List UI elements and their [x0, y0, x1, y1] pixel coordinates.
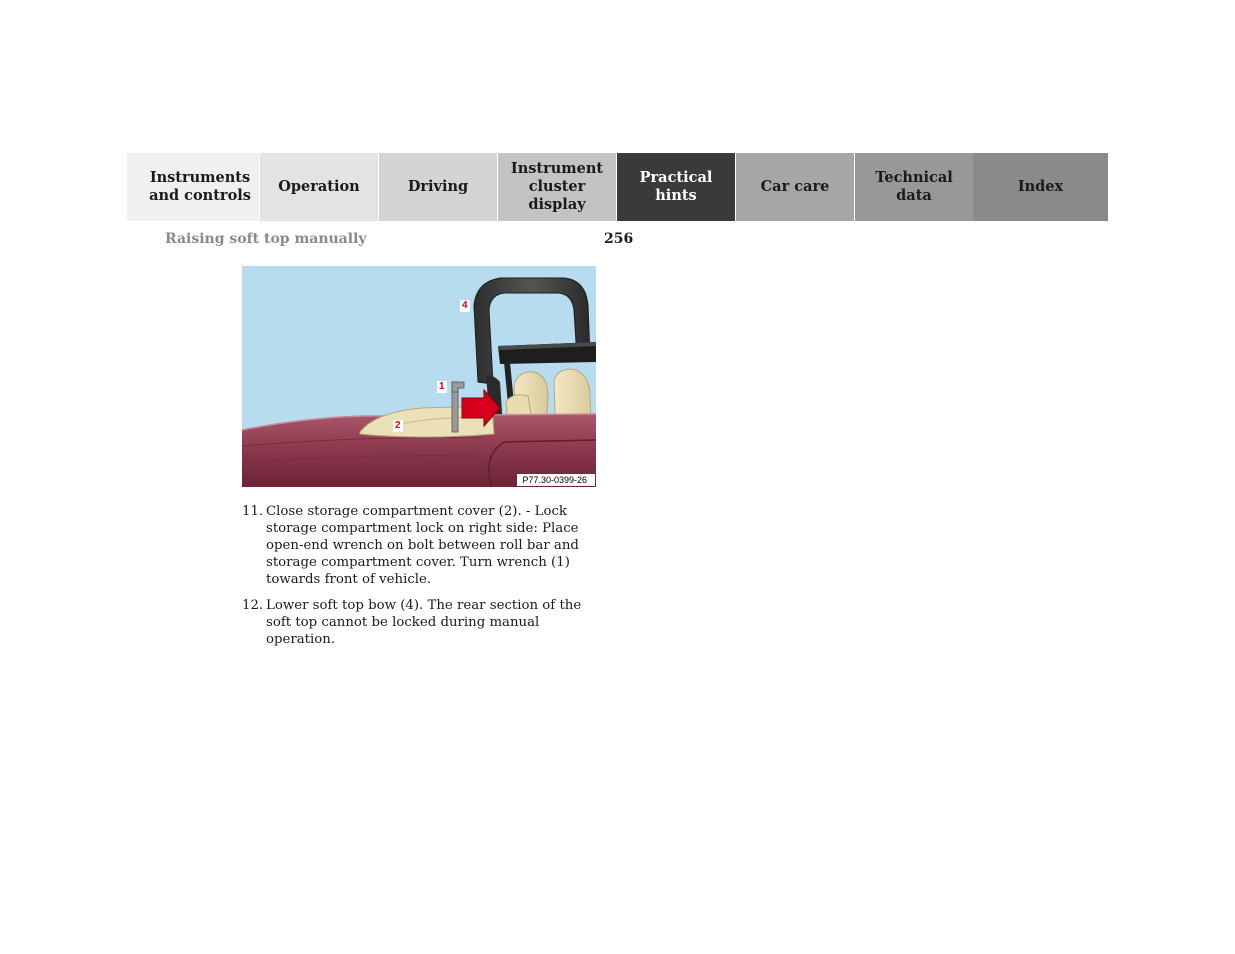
step-text: Close storage compartment cover (2). - Lock storage compartment lock on right side: Place open-end wrench on bolt between roll bar and storage compartment cover. Turn wrench (1) towards front of vehicle.	[266, 504, 579, 587]
chapter-tabs	[127, 153, 1108, 221]
callout-1: 1	[439, 381, 445, 392]
instruction-steps	[242, 503, 602, 657]
step-11	[242, 503, 602, 588]
tab-instruments-and-controls[interactable]: Instruments and controls	[127, 153, 259, 221]
callout-2: 2	[395, 420, 401, 431]
section-title: Raising soft top manually	[165, 231, 367, 247]
tab-instrument-cluster-display[interactable]: Instrument cluster display	[497, 153, 616, 221]
step-12	[242, 597, 602, 648]
tab-practical-hints[interactable]: Practical hints	[616, 153, 735, 221]
page-number: 256	[604, 231, 634, 247]
tab-car-care[interactable]: Car care	[735, 153, 854, 221]
step-number: 12.	[242, 598, 264, 613]
callout-4: 4	[462, 300, 468, 311]
car-rear-illustration	[242, 266, 596, 487]
tab-technical-data[interactable]: Technical data	[854, 153, 973, 221]
figure-code: P77.30-0399-26	[517, 474, 595, 486]
soft-top-illustration	[242, 266, 596, 487]
step-text: Lower soft top bow (4). The rear section of the soft top cannot be locked during manual operation.	[266, 598, 582, 647]
tab-operation[interactable]: Operation	[259, 153, 378, 221]
step-number: 11.	[242, 504, 264, 519]
tab-index[interactable]: Index	[973, 153, 1108, 221]
tab-driving[interactable]: Driving	[378, 153, 497, 221]
